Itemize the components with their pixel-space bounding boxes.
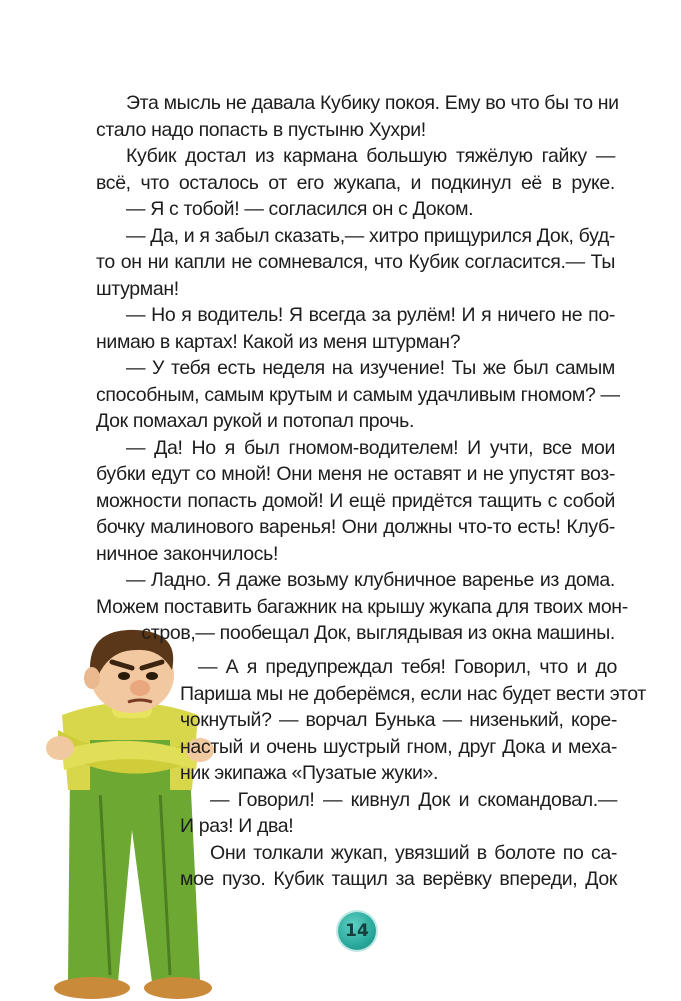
text-line: стров,— пообещал Док, выглядывая из окна машины. [141, 622, 615, 644]
text-line: нимаю в картах! Какой из меня штурман? [96, 330, 461, 353]
text-line: — Я с тобой! — согласился он с Доком. [126, 198, 474, 220]
text-line: чокнутый? — ворчал Бунька — низенький, коре- [180, 709, 617, 731]
text-line: Париша мы не доберёмся, если нас будет вести этот [180, 682, 646, 705]
text-line: И раз! И два! [180, 815, 294, 837]
text-line: штурман! [96, 277, 179, 300]
text-line: — Да, и я забыл сказать,— хитро прищурился Док, буд- [126, 224, 615, 247]
text-line: то он ни капли не сомневался, что Кубик согласится.— Ты [96, 251, 615, 273]
text-line: способным, самым крутым и самым удачливым гномом? — [96, 383, 620, 406]
text-line: ник экипажа «Пузатые жуки». [180, 762, 439, 784]
text-line: мое пузо. Кубик тащил за верёвку впереди, Док [180, 868, 617, 890]
page-number-badge [338, 912, 376, 950]
text-line: всё, что осталось от его жукапа, и подкинул её в руке. [96, 171, 615, 194]
text-line: Можем поставить багажник на крышу жукапа для твоих мон- [96, 595, 628, 618]
text-line: — Но я водитель! Я всегда за рулём! И я ничего не по- [126, 304, 615, 326]
text-line: Эта мысль не давала Кубику покоя. Ему во что бы то ни [126, 92, 619, 114]
text-line: можности попасть домой! И ещё придётся тащить с собой [96, 489, 615, 512]
text-line: бубки едут со мной! Они меня не оставят и не упустят воз- [96, 463, 615, 485]
text-line: стало надо попасть в пустыню Хухри! [96, 118, 426, 141]
text-line: ничное закончилось! [96, 542, 279, 565]
text-line: Кубик достал из кармана большую тяжёлую гайку — [126, 145, 615, 167]
text-line: настый и очень шустрый гном, друг Дока и меха- [180, 735, 617, 758]
text-line: бочку малинового варенья! Они должны что-то есть! Клуб- [96, 516, 615, 538]
text-line: — Да! Но я был гномом-водителем! И учти, все мои [126, 436, 615, 459]
text-line: — Говорил! — кивнул Док и скомандовал.— [210, 788, 617, 811]
text-line: Они толкали жукап, увязший в болоте по са- [210, 841, 617, 864]
text-block-bottom [180, 654, 646, 893]
text-line: — Ладно. Я даже возьму клубничное варенье из дома. [126, 569, 615, 591]
text-line: — А я предупреждал тебя! Говорил, что и до [198, 656, 617, 678]
page-number: 14 [345, 921, 369, 941]
text-line: Док помахал рукой и потопал прочь. [96, 410, 415, 432]
text-block-top [96, 90, 628, 647]
text-line: — У тебя есть неделя на изучение! Ты же был самым [126, 357, 615, 379]
